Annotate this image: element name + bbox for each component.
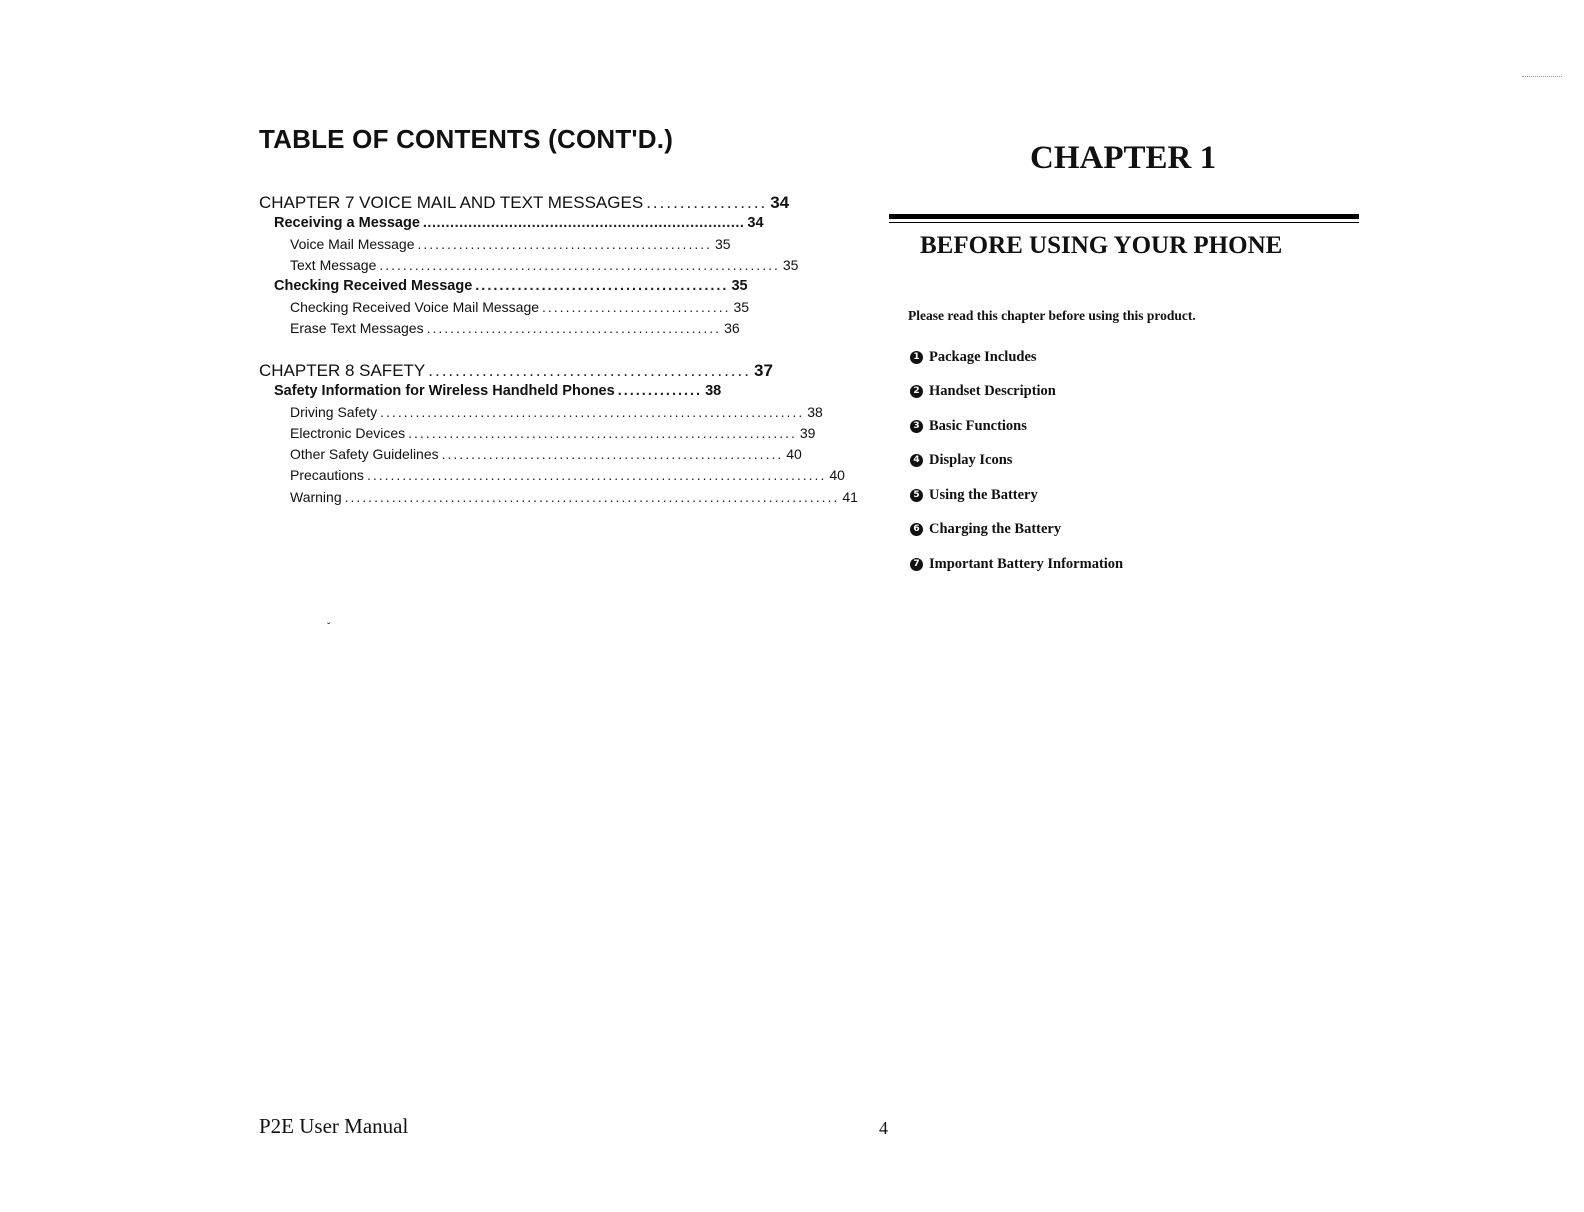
toc-leader: .............................................................................. bbox=[366, 467, 827, 483]
number-badge: 2 bbox=[910, 385, 923, 398]
toc-leader: .................................................................................... bbox=[344, 489, 840, 505]
chapter-item bbox=[910, 547, 1123, 582]
toc-leader: .................................................................... bbox=[379, 257, 780, 273]
chapter-item bbox=[910, 478, 1123, 513]
toc-entry-page: 38 bbox=[705, 383, 722, 399]
toc-entry-label: CHAPTER 8 SAFETY bbox=[259, 361, 426, 380]
toc-entry-label: Warning bbox=[290, 489, 342, 505]
number-badge: 3 bbox=[910, 420, 923, 433]
chapter-item bbox=[910, 375, 1123, 410]
toc-title: TABLE OF CONTENTS (CONT'D.) bbox=[259, 124, 674, 154]
toc-entry-page: 35 bbox=[715, 236, 731, 252]
toc-entry-precautions bbox=[290, 467, 845, 487]
toc-entry-page: 34 bbox=[747, 215, 764, 231]
scan-artifact bbox=[1522, 76, 1562, 78]
chapter-item bbox=[910, 409, 1123, 444]
toc-entry-checking-voice-mail bbox=[290, 299, 750, 319]
chapter-title: CHAPTER 1 bbox=[1030, 140, 1217, 176]
toc-entry-voice-mail-message bbox=[290, 236, 731, 256]
toc-entry-label: Voice Mail Message bbox=[290, 236, 415, 252]
chapter-rule bbox=[889, 214, 1359, 219]
right-page bbox=[800, 0, 1584, 1212]
toc-entry-page: 35 bbox=[733, 299, 750, 315]
footer-manual-title: P2E User Manual bbox=[259, 1114, 409, 1138]
toc-entry-label: Driving Safety bbox=[290, 404, 378, 420]
toc-entry-label: Checking Received Voice Mail Message bbox=[290, 299, 540, 315]
toc-leader: .......................................................... bbox=[441, 446, 784, 462]
toc-entry-text-message bbox=[290, 257, 799, 277]
toc-entry-label: Other Safety Guidelines bbox=[290, 446, 439, 462]
chapter-subtitle: BEFORE USING YOUR PHONE bbox=[920, 232, 1283, 259]
toc-entry-label: Text Message bbox=[290, 257, 377, 273]
chapter-item bbox=[910, 444, 1123, 479]
chapter-item-label: Handset Description bbox=[929, 383, 1056, 400]
toc-entry-chapter-8 bbox=[259, 361, 773, 381]
chapter-item-list bbox=[910, 340, 1123, 582]
toc-leader: .................................................................. bbox=[408, 425, 797, 441]
chapter-item-label: Basic Functions bbox=[929, 417, 1027, 434]
toc-leader: .................. bbox=[646, 193, 768, 212]
toc-entry-page: 35 bbox=[782, 257, 799, 273]
chapter-item-label: Charging the Battery bbox=[929, 521, 1062, 538]
toc-entry-label: Erase Text Messages bbox=[290, 320, 424, 336]
toc-entry-page: 36 bbox=[724, 320, 740, 336]
chapter-rule-thin bbox=[889, 222, 1359, 223]
chapter-item-label: Package Includes bbox=[929, 348, 1037, 365]
toc-leader: ....................................................................... bbox=[422, 215, 745, 231]
toc-entry-page: 39 bbox=[799, 425, 816, 441]
toc-leader: .............. bbox=[617, 383, 703, 399]
toc-entry-electronic-devices bbox=[290, 425, 816, 445]
number-badge: 6 bbox=[910, 523, 923, 536]
toc-entry-label: CHAPTER 7 VOICE MAIL AND TEXT MESSAGES bbox=[259, 193, 644, 212]
toc-leader: .................................................. bbox=[426, 320, 722, 336]
toc-leader: .......................................... bbox=[475, 278, 729, 294]
toc-entry-warning bbox=[290, 489, 858, 509]
number-badge: 5 bbox=[910, 489, 923, 502]
toc-entry-page: 41 bbox=[842, 489, 858, 505]
chapter-item-label: Display Icons bbox=[929, 452, 1013, 469]
toc-leader: ................................................ bbox=[428, 361, 751, 380]
toc-entry-other-safety-guidelines bbox=[290, 446, 802, 466]
toc-leader: ........................................................................ bbox=[380, 404, 805, 420]
toc-entry-label: Receiving a Message bbox=[274, 215, 420, 231]
toc-entry-chapter-7 bbox=[259, 193, 790, 213]
toc-entry-erase-text-messages bbox=[290, 320, 740, 340]
toc-entry-page: 37 bbox=[753, 361, 773, 380]
chapter-item bbox=[910, 513, 1123, 548]
toc-entry-page: 38 bbox=[807, 404, 823, 420]
toc-entry-label: Checking Received Message bbox=[274, 278, 473, 294]
toc-entry-page: 34 bbox=[770, 193, 790, 212]
toc-entry-label: Electronic Devices bbox=[290, 425, 406, 441]
toc-entry-page: 35 bbox=[731, 278, 748, 294]
toc-entry-safety-information bbox=[274, 383, 722, 403]
toc-entry-driving-safety bbox=[290, 404, 823, 424]
toc-entry-page: 40 bbox=[786, 446, 802, 462]
number-badge: 1 bbox=[910, 351, 923, 364]
number-badge: 4 bbox=[910, 454, 923, 467]
toc-leader: .................................................. bbox=[417, 236, 712, 252]
chapter-intro: Please read this chapter before using this product. bbox=[908, 308, 1196, 323]
footer-page-number: 4 bbox=[879, 1118, 888, 1138]
chapter-item-label: Using the Battery bbox=[929, 486, 1038, 503]
chapter-item-label: Important Battery Information bbox=[929, 555, 1124, 572]
toc-entry-label: Precautions bbox=[290, 467, 364, 483]
chapter-item bbox=[910, 340, 1123, 375]
toc-entry-checking-received-message bbox=[274, 278, 748, 298]
toc-leader: ................................ bbox=[542, 299, 731, 315]
toc-entry-page: 40 bbox=[829, 467, 845, 483]
toc-entry-label: Safety Information for Wireless Handheld Phones bbox=[274, 383, 615, 399]
toc-entry-receiving-message bbox=[274, 215, 764, 235]
scan-artifact: ˇ bbox=[327, 622, 331, 633]
number-badge: 7 bbox=[910, 558, 923, 571]
